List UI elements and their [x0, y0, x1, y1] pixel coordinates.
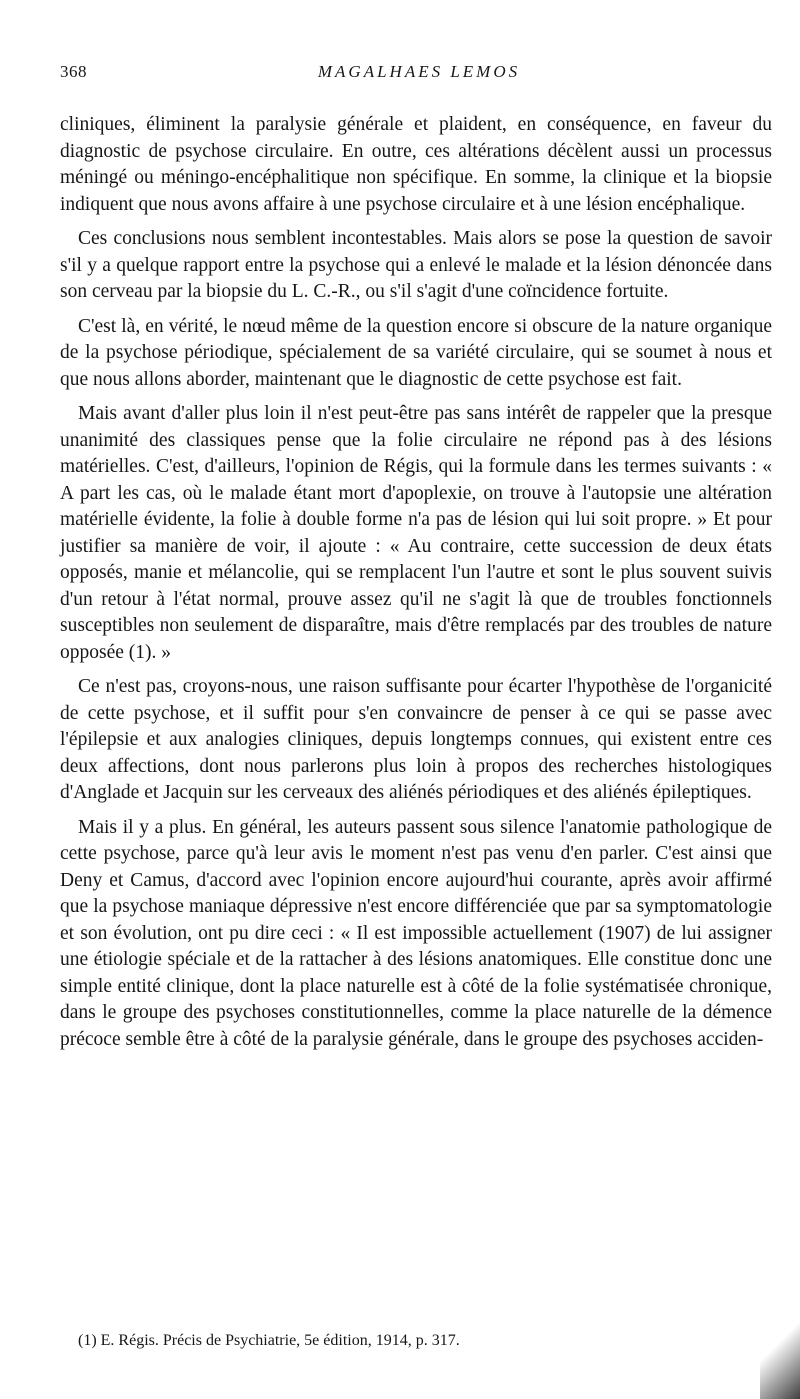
paragraph: Ce n'est pas, croyons-nous, une raison suffisante pour écarter l'hypothèse de l'organicité de cette psychose, et il suffit pour s'en convaincre de penser à ce qui se passe avec l'épilepsie et aux analogies cliniques, depuis longtemps connues, qui existent entre ces deux affections, dont nous parlerons plus loin à propos des recherches histologiques d'Anglade et Jacquin sur les cerveaux des aliénés périodiques et des aliénés épileptiques.: [60, 676, 772, 803]
footnote: (1) E. Régis. Précis de Psychiatrie, 5e édition, 1914, p. 317.: [78, 1332, 460, 1349]
page-header: [60, 62, 778, 92]
paragraph: Ces conclusions nous semblent incontestables. Mais alors se pose la question de savoir s'il y a quelque rapport entre la psychose qui a enlevé le malade et la lésion dénoncée dans son cerveau par la biopsie du L. C.-R., ou s'il s'agit d'une coïncidence fortuite.: [60, 228, 772, 302]
paragraph: Mais avant d'aller plus loin il n'est peut-être pas sans intérêt de rappeler que la presque unanimité des classiques pense que la folie circulaire ne répond pas à des lésions matérielles. C'est, d'ailleurs, l'opinion de Régis, qui la formule dans les termes suivants : « A part les cas, où le malade étant mort d'apoplexie, on trouve à l'autopsie une altération matérielle évidente, la folie à double forme n'a pas de lésion qui lui soit propre. » Et pour justifier sa manière de voir, il ajoute : « Au contraire, cette succession de deux états opposés, manie et mélancolie, qui se remplacent l'un l'autre et sont le plus souvent suivis d'un retour à l'état normal, prouve assez qu'il ne s'agit là que de troubles fonctionnels susceptibles non seulement de disparaître, mais d'être remplacés par des troubles de nature opposée (1). »: [60, 403, 772, 663]
paragraph: C'est là, en vérité, le nœud même de la question encore si obscure de la nature organique de la psychose périodique, spécialement de sa variété circulaire, qui se soumet à nous et que nous allons aborder, maintenant que le diagnostic de cette psychose est fait.: [60, 315, 772, 390]
running-title: MAGALHAES LEMOS: [317, 62, 521, 81]
page-corner-shadow: [760, 1309, 800, 1399]
paragraph: cliniques, éliminent la paralysie générale et plaident, en conséquence, en faveur du diagnostic de psychose circulaire. En outre, ces altérations décèlent aussi un processus méningé ou méningo-encéphalitique non spécifique. En somme, la clinique et la biopsie indiquent que nous avons affaire à une psychose circulaire et à une lésion encéphalique.: [60, 114, 772, 215]
page-number: 368: [60, 62, 87, 81]
body-text: [60, 112, 772, 1061]
paragraph: Mais il y a plus. En général, les auteurs passent sous silence l'anatomie pathologique de cette psychose, parce qu'à leur avis le moment n'est pas venu d'en parler. C'est ainsi que Deny et Camus, d'accord avec l'opinion encore aujourd'hui courante, après avoir affirmé que la psychose maniaque dépressive n'est encore différenciée que par sa symptomatologie et son évolution, ont pu dire ceci : « Il est impossible actuellement (1907) de lui assigner une étiologie spéciale et de la rattacher à des lésions anatomiques. Elle constitue donc une simple entité clinique, dont la place naturelle est à côté de la folie systématisée chronique, dans le groupe des psychoses constitutionnelles, comme la place naturelle de la démence précoce semble être à côté de la paralysie générale, dans le groupe des psychoses acciden-: [60, 816, 772, 1050]
